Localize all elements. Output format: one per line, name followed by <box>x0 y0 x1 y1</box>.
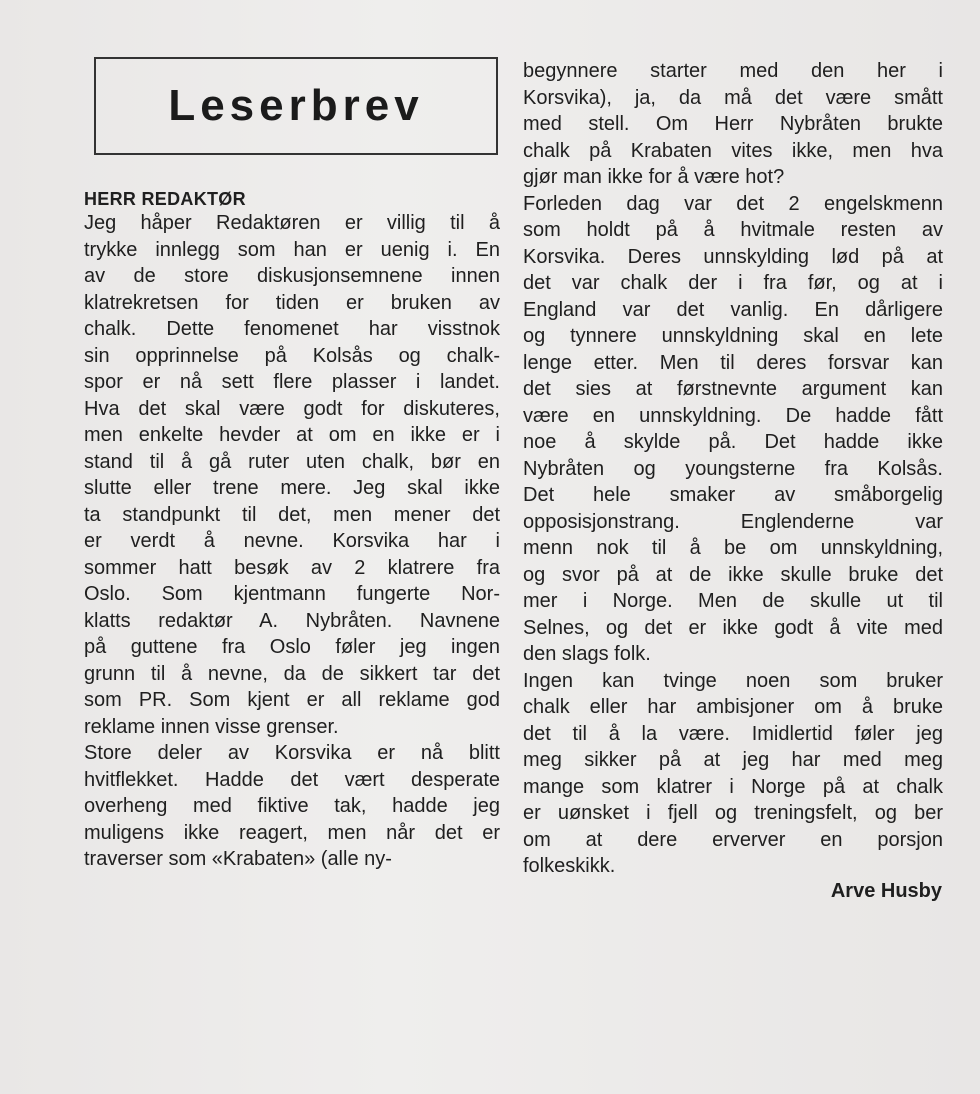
text-line: noe å skylde på. Det hadde ikke <box>523 431 943 453</box>
left-column-body <box>84 210 500 873</box>
text-line: det var chalk der i fra før, og at i <box>523 272 943 294</box>
text-line: klatts redaktør A. Nybråten. Navnene <box>84 609 500 632</box>
text-line: som PR. Som kjent er all reklame god <box>84 689 500 711</box>
text-line: på guttene fra Oslo føler jeg ingen <box>84 636 500 658</box>
text-line: den slags folk. <box>523 643 651 665</box>
text-line: Det hele smaker av småborgelig <box>523 484 943 506</box>
text-line: mer i Norge. Men de skulle ut til <box>523 590 943 612</box>
text-line: av de store diskusjonsemnene innen <box>84 265 500 287</box>
text-line: Korsvika. Deres unnskylding lød på at <box>523 245 943 268</box>
page-title: Leserbrev <box>168 81 424 130</box>
text-line: Forleden dag var det 2 engelskmenn <box>523 192 943 215</box>
text-line: lenge etter. Men til deres forsvar kan <box>523 351 943 374</box>
letter-heading: HERR REDAKTØR <box>84 189 246 209</box>
text-line: begynnere starter med den her i <box>523 60 943 82</box>
text-line: spor er nå sett flere plasser i landet. <box>84 371 500 393</box>
text-line: reklame innen visse grenser. <box>84 715 339 738</box>
text-line: om at dere erverver en porsjon <box>523 828 943 851</box>
right-column-body <box>523 58 943 880</box>
text-line: opposisjonstrang. Englenderne var <box>523 510 943 533</box>
text-line: Nybråten og youngsterne fra Kolsås. <box>523 457 943 480</box>
text-line: sin opprinnelse på Kolsås og chalk- <box>84 344 500 367</box>
text-line: slutte eller trene mere. Jeg skal ikke <box>84 477 500 499</box>
text-line: men enkelte hevder at om en ikke er i <box>84 424 500 446</box>
text-line: muligens ikke reagert, men når det er <box>84 821 500 844</box>
left-column <box>84 188 500 1094</box>
text-line: det til å la være. Imidlertid føler jeg <box>523 722 943 745</box>
text-line: folkeskikk. <box>523 855 616 877</box>
text-line: chalk på Krabaten vites ikke, men hva <box>523 139 943 162</box>
text-line: det sies at førstnevnte argument kan <box>523 378 943 400</box>
text-line: gjør man ikke for å være hot? <box>523 166 785 188</box>
text-line: er verdt å nevne. Korsvika har i <box>84 530 500 552</box>
text-line: er uønsket i fjell og treningsfelt, og ber <box>523 802 943 824</box>
text-line: med stell. Om Herr Nybråten brukte <box>523 113 943 135</box>
text-line: Ingen kan tvinge noen som bruker <box>523 669 943 692</box>
text-line: ta standpunkt til det, men mener det <box>84 503 500 526</box>
text-line: chalk. Dette fenomenet har visstnok <box>84 318 500 340</box>
text-line: stand til å gå ruter uten chalk, bør en <box>84 450 500 473</box>
text-line: traverser som «Krabaten» (alle ny- <box>84 848 392 870</box>
right-column <box>523 58 943 964</box>
text-line: klatrekretsen for tiden er bruken av <box>84 291 500 314</box>
text-line: Store deler av Korsvika er nå blitt <box>84 742 500 764</box>
text-line: mange som klatrer i Norge på at chalk <box>523 775 943 798</box>
text-line: chalk eller har ambisjoner om å bruke <box>523 696 943 718</box>
text-line: menn nok til å be om unnskyldning, <box>523 537 943 559</box>
text-line: og tynnere unnskyldning skal en lete <box>523 325 943 347</box>
text-line: Oslo. Som kjentmann fungerte Nor- <box>84 583 500 605</box>
signature: Arve Husby <box>830 880 942 902</box>
text-line: England var det vanlig. En dårligere <box>523 298 943 321</box>
text-line: grunn til å nevne, da de sikkert tar det <box>84 662 500 685</box>
text-line: Selnes, og det er ikke godt å vite med <box>523 616 943 639</box>
text-line: som holdt på å hvitmale resten av <box>523 219 943 241</box>
text-line: være en unnskyldning. De hadde fått <box>523 404 943 427</box>
text-line: overheng med fiktive tak, hadde jeg <box>84 795 500 817</box>
text-line: og svor på at de ikke skulle bruke det <box>523 563 943 586</box>
text-line: Korsvika), ja, da må det være smått <box>523 86 943 109</box>
text-line: trykke innlegg som han er uenig i. En <box>84 238 500 261</box>
text-line: Hva det skal være godt for diskuteres, <box>84 397 500 420</box>
text-line: Jeg håper Redaktøren er villig til å <box>84 212 500 234</box>
text-line: sommer hatt besøk av 2 klatrere fra <box>84 556 500 579</box>
text-line: hvitflekket. Hadde det vært desperate <box>84 768 500 791</box>
title-box <box>94 57 498 155</box>
text-line: meg sikker på at jeg har med meg <box>523 749 943 771</box>
